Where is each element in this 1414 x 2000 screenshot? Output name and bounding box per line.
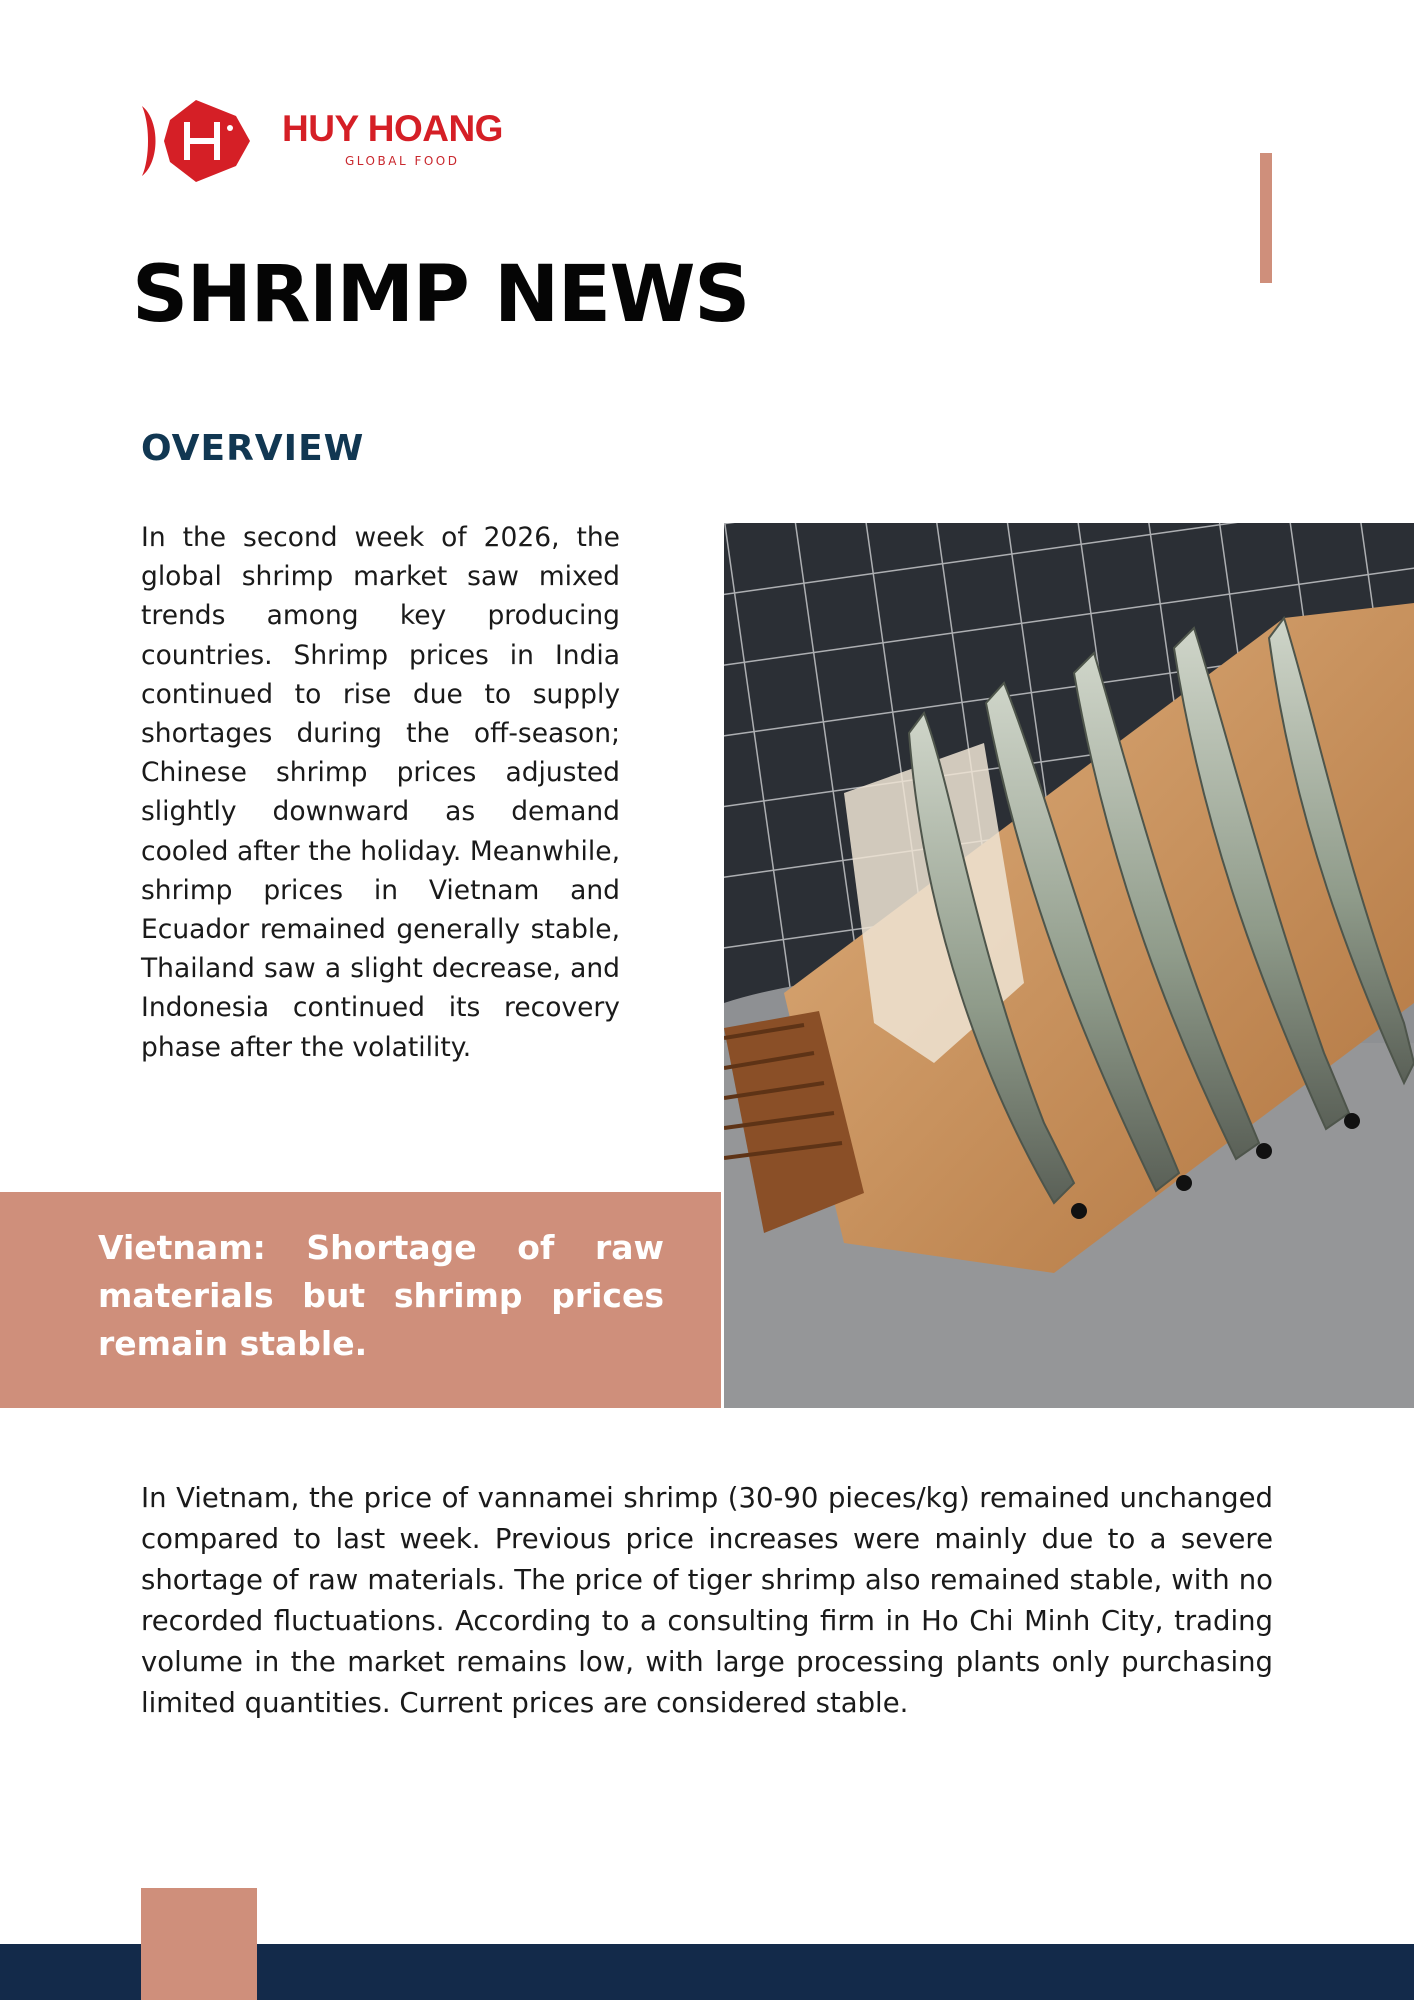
footer-accent-block <box>141 1888 257 2000</box>
header-accent-bar <box>1260 153 1272 283</box>
overview-paragraph: In the second week of 2026, the global shrimp market saw mixed trends among key producing countries. Shrimp prices in India continued to rise due to supply shortages during the off-season; Chinese shrimp prices adjusted slightly downward as demand cooled after the holiday. Meanwhile, shrimp prices in Vietnam and Ecuador remained generally stable, Thailand saw a slight decrease, and Indonesia continued its recovery phase after the volatility. <box>141 522 620 1063</box>
brand-name: HUY HOANG <box>282 108 503 149</box>
brand-tagline: GLOBAL FOOD <box>345 154 460 168</box>
shrimp-photo <box>724 523 1414 1408</box>
fish-logo-icon <box>140 98 252 184</box>
vietnam-paragraph: In Vietnam, the price of vannamei shrimp (30-90 pieces/kg) remained unchanged compared to last week. Previous price increases were mainly due to a severe shortage of raw materials. The price of tiger shrimp also remained stable, with no recorded fluctuations. According to a consulting firm in Ho Chi Minh City, trading volume in the market remains low, with large processing plants only purchasing limited quantities. Current prices are considered stable. <box>141 1482 1273 1719</box>
brand-logo <box>140 98 540 184</box>
page-title: SHRIMP NEWS <box>132 250 749 340</box>
highlight-banner <box>0 1192 721 1408</box>
overview-heading: OVERVIEW <box>141 428 365 469</box>
highlight-headline: Vietnam: Shortage of raw materials but shrimp prices remain stable. <box>98 1228 664 1363</box>
